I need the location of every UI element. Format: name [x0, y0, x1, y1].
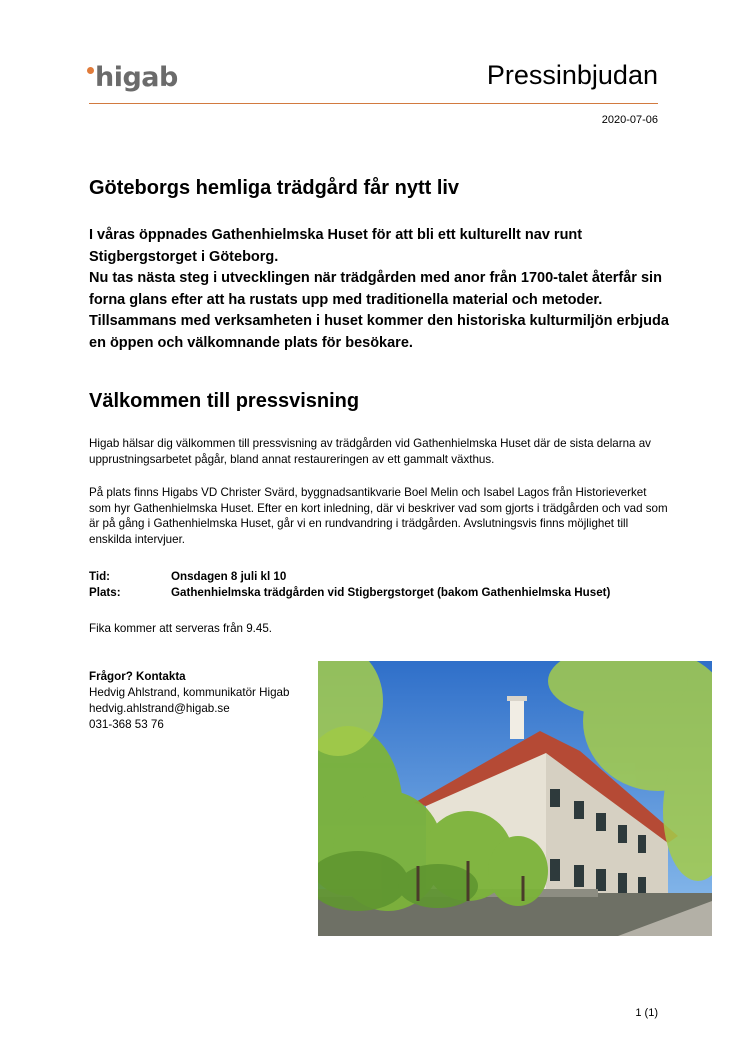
lead-line-1: I våras öppnades Gathenhielmska Huset för att bli ett kulturellt nav runt Stigbergstorget i Göteborg. — [89, 227, 583, 265]
house-photo — [318, 661, 712, 936]
document-type: Pressinbjudan — [486, 60, 658, 90]
detail-row-place — [89, 585, 610, 601]
contact-email[interactable]: hedvig.ahlstrand@higab.se — [89, 702, 230, 715]
document-date: 2020-07-06 — [601, 114, 658, 126]
fika-note: Fika kommer att serveras från 9.45. — [89, 622, 272, 635]
page-number: 1 (1) — [635, 1007, 658, 1019]
higab-logo — [89, 62, 178, 93]
contact-name: Hedvig Ahlstrand, kommunikatör Higab — [89, 686, 290, 699]
photo-gathenhielmska-house-icon — [318, 661, 712, 936]
contact-phone: 031-368 53 76 — [89, 718, 164, 731]
logo-text: higab — [95, 62, 178, 93]
headline: Göteborgs hemliga trädgård får nytt liv — [89, 177, 460, 199]
lead-line-2: Nu tas nästa steg i utvecklingen när trädgården med anor från 1700-talet återfår sin forna glans efter att ha rustats upp med traditionella material och metoder. Tillsammans med verksamheten i huset kommer den historiska kulturmiljön erbjuda en öppen och välkomnande plats för besökare. — [89, 270, 669, 351]
event-details — [89, 569, 610, 600]
contact-block — [89, 669, 289, 733]
detail-label: Plats: — [89, 585, 121, 599]
subheading: Välkommen till pressvisning — [89, 390, 360, 412]
detail-label: Tid: — [89, 570, 111, 583]
detail-value: Gathenhielmska trädgården vid Stigbergstorget (bakom Gathenhielmska Huset) — [171, 585, 611, 599]
header-divider — [89, 103, 658, 104]
detail-row-time — [89, 569, 610, 585]
body-paragraph-1: Higab hälsar dig välkommen till pressvisning av trädgården vid Gathenhielmska Huset där de sista delarna av upprustningsarbetet pågår, bland annat restaureringen av ett gammalt växthus. — [89, 437, 651, 466]
body-paragraph-2: På plats finns Higabs VD Christer Svärd, byggnadsantikvarie Boel Melin och Isabel Lagos från Historieverket som hyr Gathenhielmska Huset. Efter en kort inledning, där vi beskriver vad som gjorts i trädgården och vad som är på gång i Gathenhielmska Huset, går vi en rundvandring i trädgården. Avslutningsvis finns möjlighet till enskilda intervjuer. — [89, 486, 668, 546]
lead-paragraph — [89, 225, 669, 354]
contact-title: Frågor? Kontakta — [89, 670, 186, 683]
logo-dot-icon — [87, 67, 94, 74]
detail-value: Onsdagen 8 juli kl 10 — [171, 570, 287, 583]
